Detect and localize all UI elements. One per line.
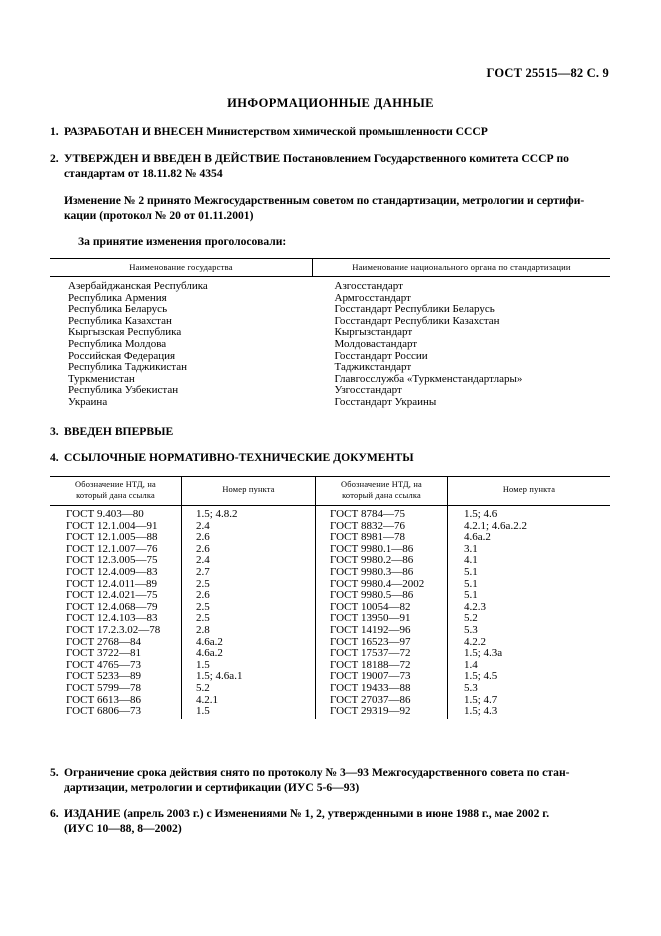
ntd-designation: ГОСТ 12.1.007—76 — [66, 542, 158, 555]
agency-name: Госстандарт России — [334, 349, 428, 362]
item-number: 2.4 — [196, 554, 210, 567]
agency-name: Таджикстандарт — [334, 361, 412, 374]
ntd-designation: ГОСТ 8981—78 — [330, 531, 405, 544]
column-header-ntd-right — [316, 477, 448, 506]
section-6-continuation: (ИУС 10—88, 8—2002) — [64, 822, 182, 835]
agencies-column — [313, 277, 611, 409]
ntd-designation: ГОСТ 12.1.004—91 — [66, 519, 158, 532]
item-number: 4.6а.2 — [464, 531, 491, 544]
section-text: РАЗРАБОТАН И ВНЕСЕН Министерством химической промышленности СССР — [64, 125, 488, 138]
ntd-designation: ГОСТ 5233—89 — [66, 670, 141, 683]
header-line: который дана ссылка — [76, 490, 155, 500]
agency-name: Госстандарт Республики Казахстан — [334, 314, 500, 327]
ntd-designation: ГОСТ 12.4.011—89 — [66, 577, 158, 590]
item-right-column — [448, 506, 611, 719]
item-number: 5.1 — [464, 577, 478, 590]
ntd-designation: ГОСТ 17537—72 — [330, 647, 411, 660]
item-number: 4.2.3 — [464, 600, 486, 613]
item-number: 2.5 — [196, 612, 210, 625]
state-name: Республика Молдова — [68, 337, 167, 350]
header-line: Обозначение НТД, на — [341, 480, 422, 489]
ntd-left-column — [50, 506, 182, 719]
states-column — [50, 277, 313, 409]
item-number: 2.5 — [196, 577, 210, 590]
item-number: 4.2.1 — [196, 693, 218, 706]
ntd-designation: ГОСТ 14192—96 — [330, 623, 411, 636]
header-line: который дана ссылка — [342, 490, 421, 500]
ntd-designation: ГОСТ 9980.1—86 — [330, 542, 414, 555]
ntd-designation: ГОСТ 9980.2—86 — [330, 554, 414, 567]
ntd-designation: ГОСТ 12.4.103—83 — [66, 612, 158, 625]
state-name: Республика Казахстан — [68, 314, 172, 327]
ntd-designation: ГОСТ 12.4.021—75 — [66, 589, 158, 602]
item-number: 4.6а.2 — [196, 647, 223, 660]
ntd-designation: ГОСТ 2768—84 — [66, 635, 141, 648]
section-text: Ограничение срока действия снято по протоколу № 3—93 Межгосударственного совета по стан- — [64, 766, 570, 779]
ntd-right-column — [316, 506, 448, 719]
agency-name: Кыргызстандарт — [334, 326, 413, 339]
item-number: 5.1 — [464, 565, 478, 578]
state-name: Туркменистан — [68, 372, 135, 385]
item-number: 1.5; 4.6 — [464, 508, 498, 520]
item-number: 2.6 — [196, 542, 210, 555]
ntd-designation: ГОСТ 18188—72 — [330, 658, 411, 671]
change-note-line-2: кации (протокол № 20 от 01.11.2001) — [64, 209, 254, 222]
section-text: ВВЕДЕН ВПЕРВЫЕ — [64, 425, 174, 438]
ntd-designation: ГОСТ 16523—97 — [330, 635, 411, 648]
item-number: 2.5 — [196, 600, 210, 613]
ntd-designation: ГОСТ 13950—91 — [330, 612, 411, 625]
voted-label: За принятие изменения проголосовали: — [78, 235, 287, 248]
ntd-designation: ГОСТ 9980.4—2002 — [330, 577, 425, 590]
item-number: 2.6 — [196, 531, 210, 544]
item-number: 1.5; 4.5 — [464, 670, 498, 683]
ntd-designation: ГОСТ 12.4.068—79 — [66, 600, 158, 613]
item-number: 1.5; 4.6а.1 — [196, 670, 243, 683]
column-header-item-right: Номер пункта — [448, 477, 611, 506]
section-4 — [50, 450, 610, 466]
item-number: 1.5; 4.3 — [464, 705, 498, 718]
item-left-column — [182, 506, 316, 719]
voting-states-table — [50, 258, 610, 409]
agency-name: Госстандарт Украины — [334, 395, 437, 408]
item-number: 4.1 — [464, 554, 478, 567]
agency-name: Армгосстандарт — [334, 291, 411, 304]
ntd-designation: ГОСТ 8832—76 — [330, 519, 405, 532]
state-name: Республика Армения — [68, 291, 167, 304]
ntd-designation: ГОСТ 9980.5—86 — [330, 589, 414, 602]
item-number: 5.2 — [196, 681, 210, 694]
state-name: Украина — [68, 395, 108, 408]
state-name: Республика Таджикистан — [68, 361, 187, 374]
ntd-designation: ГОСТ 17.2.3.02—78 — [66, 623, 161, 636]
ntd-designation: ГОСТ 29319—92 — [330, 705, 411, 718]
section-text: УТВЕРЖДЕН И ВВЕДЕН В ДЕЙСТВИЕ Постановлением Государственного комитета СССР по — [64, 152, 569, 165]
section-number: 2. — [50, 152, 59, 165]
ntd-designation: ГОСТ 9.403—80 — [66, 508, 144, 520]
section-5-continuation: дартизации, метрологии и сертификации (ИУС 5-6—93) — [64, 781, 360, 794]
item-number: 1.5 — [196, 658, 210, 671]
ntd-designation: ГОСТ 19433—88 — [330, 681, 411, 694]
header-line: Обозначение НТД, на — [75, 480, 156, 489]
item-number: 1.5; 4.8.2 — [196, 508, 238, 520]
section-2-continuation: стандартам от 18.11.82 № 4354 — [64, 167, 223, 180]
item-number: 3.1 — [464, 542, 478, 555]
section-2 — [50, 151, 610, 167]
item-number: 1.5; 4.7 — [464, 693, 498, 706]
agency-name: Молдовастандарт — [334, 337, 418, 350]
item-number: 2.4 — [196, 519, 210, 532]
item-number: 1.5; 4.3а — [464, 647, 503, 660]
item-number: 5.1 — [464, 589, 478, 602]
state-name: Республика Узбекистан — [68, 384, 179, 397]
item-number: 2.8 — [196, 623, 210, 636]
ntd-designation: ГОСТ 12.1.005—88 — [66, 531, 158, 544]
agency-name: Госстандарт Республики Беларусь — [334, 303, 495, 316]
ntd-designation: ГОСТ 12.4.009—83 — [66, 565, 158, 578]
ntd-designation: ГОСТ 6613—86 — [66, 693, 141, 706]
item-number: 5.3 — [464, 681, 478, 694]
item-number: 4.2.1; 4.6а.2.2 — [464, 519, 527, 532]
section-number: 1. — [50, 125, 59, 138]
section-number: 6. — [50, 807, 59, 820]
section-5 — [50, 765, 610, 781]
column-header-ntd-left — [50, 477, 182, 506]
section-6 — [50, 806, 610, 822]
section-1 — [50, 124, 610, 140]
ntd-designation: ГОСТ 4765—73 — [66, 658, 141, 671]
ntd-designation: ГОСТ 8784—75 — [330, 508, 405, 520]
column-header-item-left: Номер пункта — [182, 477, 316, 506]
state-name: Кыргызская Республика — [68, 326, 182, 339]
section-number: 5. — [50, 766, 59, 779]
ntd-designation: ГОСТ 12.3.005—75 — [66, 554, 158, 567]
state-name: Российская Федерация — [68, 349, 176, 362]
section-number: 4. — [50, 451, 59, 464]
section-number: 3. — [50, 425, 59, 438]
ntd-designation: ГОСТ 6806—73 — [66, 705, 141, 718]
section-3 — [50, 424, 610, 440]
item-number: 1.5 — [196, 705, 210, 718]
item-number: 1.4 — [464, 658, 478, 671]
ntd-designation: ГОСТ 5799—78 — [66, 681, 141, 694]
ntd-designation: ГОСТ 19007—73 — [330, 670, 411, 683]
state-name: Республика Беларусь — [68, 303, 168, 316]
section-text: ИЗДАНИЕ (апрель 2003 г.) с Изменениями № 1, 2, утвержденными в июне 1988 г., мае 2002 г. — [64, 807, 550, 820]
item-number: 2.6 — [196, 589, 210, 602]
agency-name: Узгосстандарт — [334, 384, 402, 397]
page-title: ИНФОРМАЦИОННЫЕ ДАННЫЕ — [227, 96, 434, 110]
ntd-designation: ГОСТ 27037—86 — [330, 693, 411, 706]
item-number: 4.6а.2 — [196, 635, 223, 648]
ntd-designation: ГОСТ 3722—81 — [66, 647, 141, 660]
item-number: 2.7 — [196, 565, 210, 578]
section-text: ССЫЛОЧНЫЕ НОРМАТИВНО-ТЕХНИЧЕСКИЕ ДОКУМЕНТЫ — [64, 451, 414, 464]
reference-documents-table — [50, 476, 610, 719]
item-number: 5.2 — [464, 612, 478, 625]
ntd-designation: ГОСТ 9980.3—86 — [330, 565, 414, 578]
ntd-designation: ГОСТ 10054—82 — [330, 600, 411, 613]
agency-name: Азгосстандарт — [334, 280, 403, 292]
column-header-agency: Наименование национального органа по стандартизации — [313, 259, 611, 277]
agency-name: Главгосслужба «Туркменстандартлары» — [334, 372, 523, 385]
column-header-state: Наименование государства — [50, 259, 313, 277]
change-note-line-1: Изменение № 2 принято Межгосударственным советом по стандартизации, метрологии и сертифи- — [64, 194, 585, 207]
item-number: 4.2.2 — [464, 635, 486, 648]
item-number: 5.3 — [464, 623, 478, 636]
page-header-code: ГОСТ 25515—82 С. 9 — [486, 66, 609, 80]
state-name: Азербайджанская Республика — [68, 280, 208, 292]
